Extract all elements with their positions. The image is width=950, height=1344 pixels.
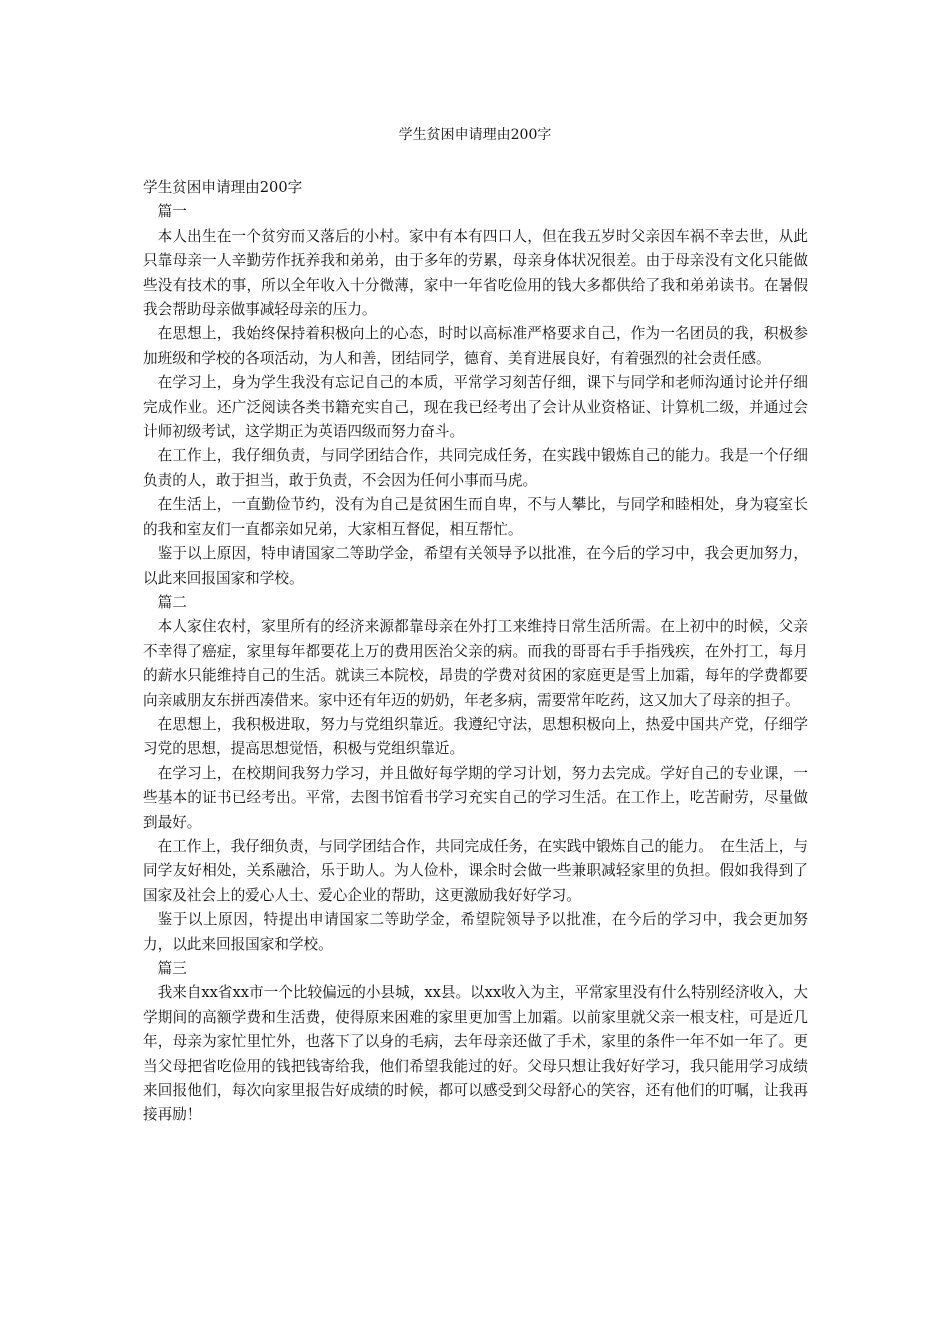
- section-2-paragraph: 在学习上，在校期间我努力学习，并且做好每学期的学习计划，努力去完成。学好自己的专业课，一些基本的证书已经考出。平常，去图书馆看书学习充实自己的学习生活。在工作上，吃苦耐劳，尽量做到最好。: [143, 764, 808, 831]
- section-2-paragraph: 在工作上，我仔细负责，与同学团结合作，共同完成任务，在实践中锻炼自己的能力。 在生活上，与同学友好相处，关系融洽，乐于助人。为人俭朴，课余时会做一些兼职减轻家里的负担。假如我得到了国家及社会上的爱心人士、爱心企业的帮助，这更激励我好好学习。: [143, 837, 808, 904]
- section-1-paragraph: 在学习上，身为学生我没有忘记自己的本质，平常学习刻苦仔细，课下与同学和老师沟通讨论并仔细完成作业。还广泛阅读各类书籍充实自己，现在我已经考出了会计从业资格证、计算机二级，并通过会计师初级考试，这学期正为英语四级而努力奋斗。: [143, 374, 808, 441]
- section-1-paragraph: 在工作上，我仔细负责，与同学团结合作，共同完成任务，在实践中锻炼自己的能力。我是一个仔细负责的人，敢于担当，敢于负责，不会因为任何小事而马虎。: [143, 447, 808, 489]
- section-2-paragraph: 鉴于以上原因，特提出申请国家二等助学金，希望院领导予以批准，在今后的学习中，我会更加努力，以此来回报国家和学校。: [143, 911, 808, 953]
- section-1-paragraph: 在生活上，一直勤俭节约，没有为自己是贫困生而自卑，不与人攀比，与同学和睦相处，身为寝室长的我和室友们一直都亲如兄弟，大家相互督促，相互帮忙。: [143, 496, 808, 538]
- section-3-paragraph: 我来自xx省xx市一个比较偏远的小县城，xx县。以xx收入为主，平常家里没有什么特别经济收入，大学期间的高额学费和生活费，使得原来困难的家里更加雪上加霜。以前家里就父亲一根支柱，可是近几年，母亲为家忙里忙外，也落下了以身的毛病，去年母亲还做了手术，家里的条件一年不如一年了。更当父母把省吃俭用的钱把钱寄给我，他们希望我能过的好。父母只想让我好好学习，我只能用学习成绩来回报他们，每次向家里报告好成绩的时候，都可以感受到父母舒心的笑容，还有他们的叮嘱，让我再接再励！: [143, 984, 808, 1124]
- section-2-paragraph: 本人家住农村，家里所有的经济来源都靠母亲在外打工来维持日常生活所需。在上初中的时候，父亲不幸得了癌症，家里每年都要花上万的费用医治父亲的病。而我的哥哥右手手指残疾，在外打工，每月的薪水只能维持自己的生活。就读三本院校，昂贵的学费对贫困的家庭更是雪上加霜，每年的学费都要向亲戚朋友东拼西凑借来。家中还有年迈的奶奶，年老多病，需要常年吃药，这又加大了母亲的担子。: [143, 618, 808, 709]
- document-title: 学生贫困申请理由200字: [398, 127, 552, 143]
- document-body: [143, 176, 808, 1128]
- section-heading-1: 篇一: [157, 203, 187, 221]
- section-heading-2: 篇二: [157, 593, 187, 611]
- section-1-paragraph: 本人出生在一个贫穷而又落后的小村。家中有本有四口人，但在我五岁时父亲因车祸不幸去世，从此只靠母亲一人辛勤劳作抚养我和弟弟，由于多年的劳累，母亲身体状况很差。由于母亲没有文化只能做些没有技术的事，所以全年收入十分微薄，家中一年省吃俭用的钱大多都供给了我和弟弟读书。在暑假我会帮助母亲做事减轻母亲的压力。: [143, 227, 808, 319]
- section-2-paragraph: 在思想上，我积极进取，努力与党组织靠近。我遵纪守法，思想积极向上，热爱中国共产党，仔细学习党的思想，提高思想觉悟，积极与党组织靠近。: [143, 715, 808, 758]
- document-subtitle: 学生贫困申请理由200字: [143, 179, 303, 196]
- section-heading-3: 篇三: [157, 960, 187, 977]
- section-1-paragraph: 鉴于以上原因，特申请国家二等助学金，希望有关领导予以批准，在今后的学习中，我会更加努力，以此来回报国家和学校。: [143, 545, 808, 587]
- section-1-paragraph: 在思想上，我始终保持着积极向上的心态，时时以高标准严格要求自己，作为一名团员的我，积极参加班级和学校的各项活动，为人和善，团结同学，德育、美育进展良好，有着强烈的社会责任感。: [143, 325, 808, 367]
